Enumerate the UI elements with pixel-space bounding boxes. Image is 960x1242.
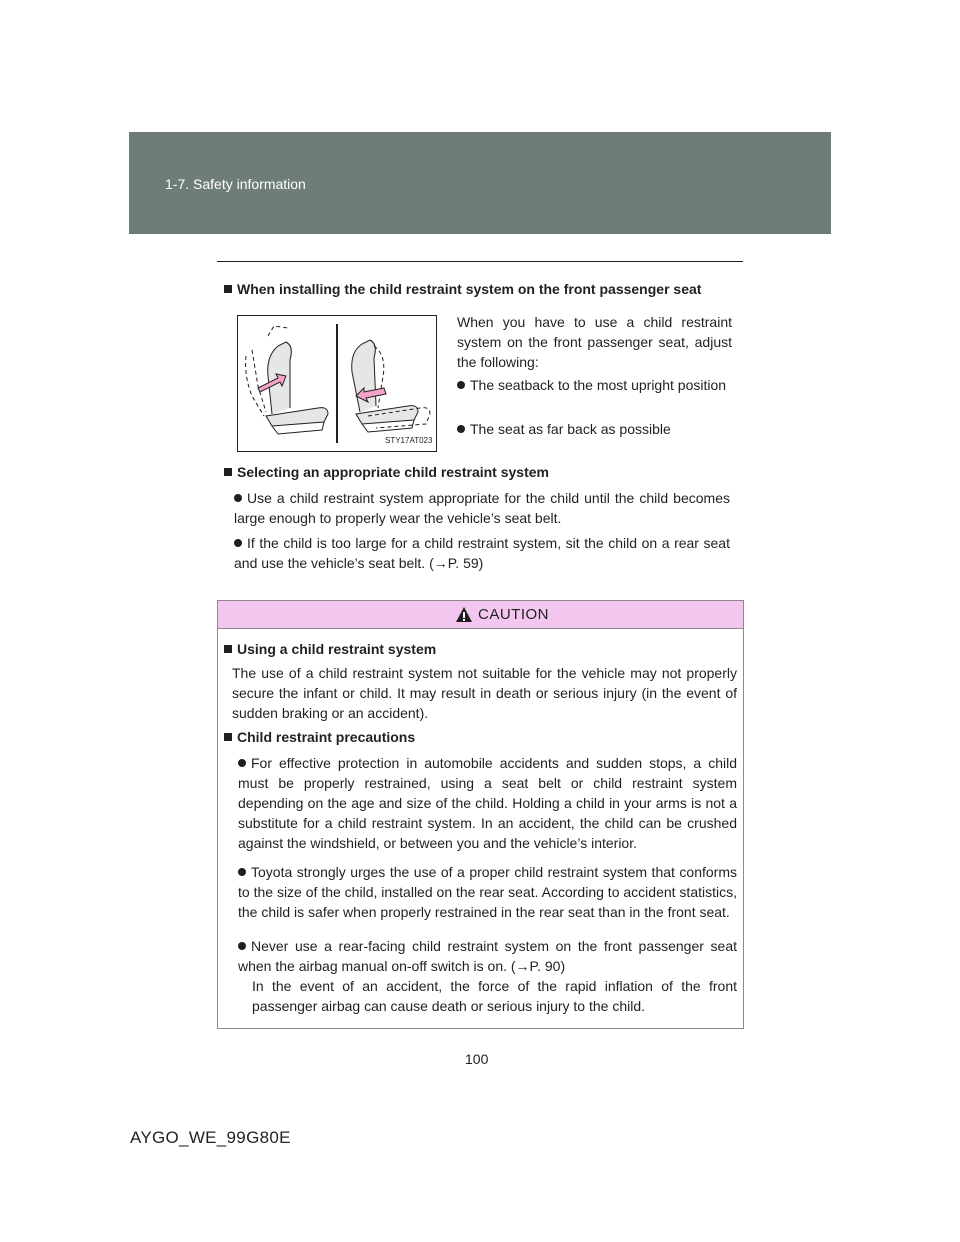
section-header xyxy=(129,132,831,234)
square-bullet-icon xyxy=(224,733,232,741)
warning-icon xyxy=(455,606,473,623)
precautions-heading: Child restraint precautions xyxy=(224,729,415,745)
selecting-bullet-2: If the child is too large for a child restraint system, sit the child on a rear seat and use the vehicle’s seat belt. (→P. 59) xyxy=(234,535,730,571)
selecting-heading: Selecting an appropriate child restraint system xyxy=(224,464,549,480)
seat-adjustment-figure xyxy=(237,315,437,452)
bullet-icon xyxy=(234,494,242,502)
front-seat-bullet-2: The seat as far back as possible xyxy=(471,419,732,439)
square-bullet-icon xyxy=(224,285,232,293)
front-seat-bullet-1: The seatback to the most upright position xyxy=(471,375,732,395)
section-title: 1-7. Safety information xyxy=(165,176,306,192)
using-heading: Using a child restraint system xyxy=(224,641,436,657)
bullet-icon xyxy=(234,539,242,547)
document-code: AYGO_WE_99G80E xyxy=(130,1128,291,1147)
bullet-icon xyxy=(457,425,465,433)
page-number: 100 xyxy=(465,1051,489,1067)
precaution-note: In the event of an accident, the force of the rapid inflation of the front passenger airbag can cause death or serious injury to the child. xyxy=(252,978,737,1014)
using-text: The use of a child restraint system not suitable for the vehicle may not properly secure the infant or child. It may result in death or serious injury (in the event of sudden braking or an accident). xyxy=(232,665,737,721)
caution-header xyxy=(218,601,743,629)
bullet-icon xyxy=(238,759,246,767)
divider xyxy=(217,261,743,262)
bullet-icon xyxy=(238,868,246,876)
bullet-icon xyxy=(238,942,246,950)
figure-label: STY17AT023 xyxy=(385,436,433,445)
square-bullet-icon xyxy=(224,468,232,476)
seat-illustration xyxy=(238,316,436,451)
front-seat-heading: When installing the child restraint system on the front passenger seat xyxy=(224,281,701,297)
precaution-bullet-3: Never use a rear-facing child restraint system on the front passenger seat when the airbag manual on-off switch is on. (→P. 90) xyxy=(238,938,737,974)
caution-title: CAUTION xyxy=(478,606,549,623)
front-seat-intro: When you have to use a child restraint system on the front passenger seat, adjust the following: xyxy=(457,314,732,370)
selecting-bullet-1: Use a child restraint system appropriate for the child until the child becomes large enough to properly wear the vehicle’s seat belt. xyxy=(234,490,730,526)
precaution-bullet-2: Toyota strongly urges the use of a proper child restraint system that conforms to the size of the child, installed on the rear seat. According to accident statistics, the child is safer when properly restrained in the rear seat than in the front seat. xyxy=(238,864,737,920)
bullet-icon xyxy=(457,381,465,389)
square-bullet-icon xyxy=(224,645,232,653)
precaution-bullet-1: For effective protection in automobile accidents and sudden stops, a child must be properly restrained, using a seat belt or child restraint system depending on the age and size of the child. Holding a child in your arms is not a substitute for a child restraint system. In an accident, the child can be crushed against the windshield, or between you and the vehicle’s interior. xyxy=(238,755,737,851)
